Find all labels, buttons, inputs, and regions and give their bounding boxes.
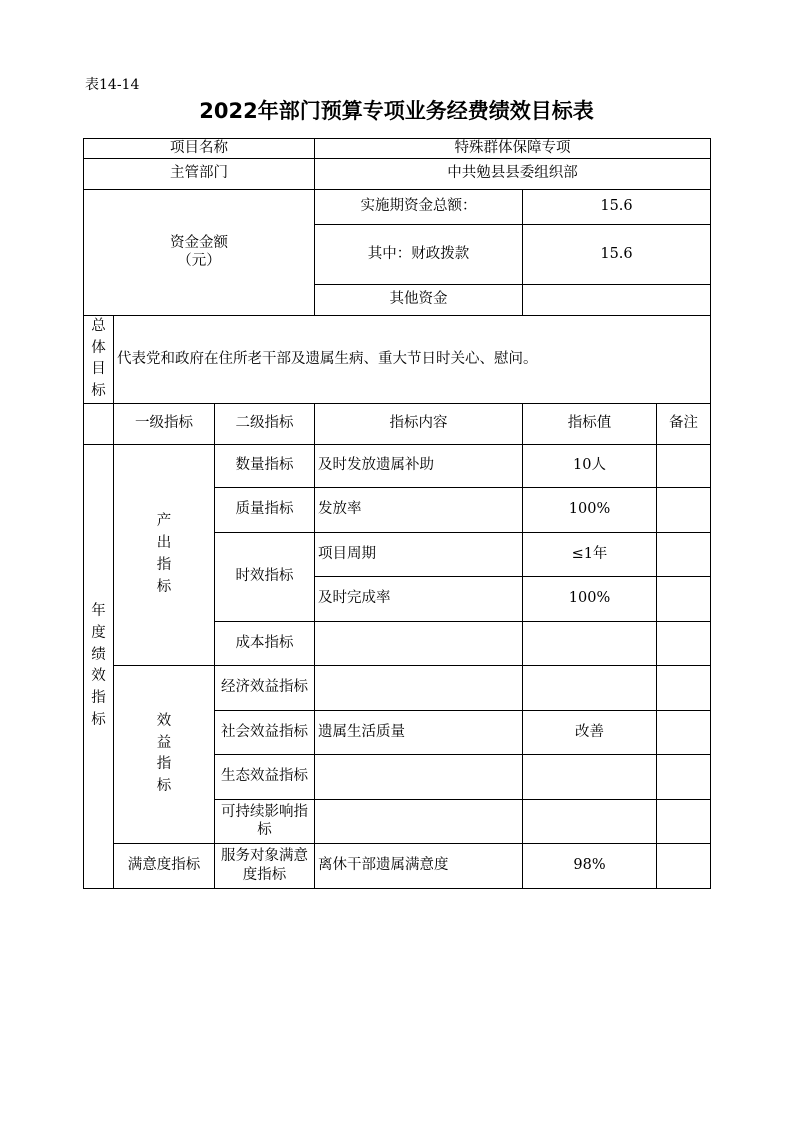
col-level2: 二级指标 [215,403,315,444]
performance-table [83,138,711,889]
table-row-value [523,754,657,799]
department-value: 中共勉县县委组织部 [315,158,711,189]
table-row-level2: 质量指标 [215,487,315,532]
table-row-note [657,621,711,665]
table-row-content: 项目周期 [315,532,523,576]
blank-header-cell [84,403,114,444]
goal-text: 代表党和政府在住所老干部及遗属生病、重大节日时关心、慰问。 [114,315,711,403]
table-row-content: 离休干部遗属满意度 [315,843,523,888]
table-row-level2: 生态效益指标 [215,754,315,799]
table-row-note [657,532,711,576]
project-name-label: 项目名称 [84,139,315,159]
table-number: 表14-14 [85,77,140,93]
col-note: 备注 [657,403,711,444]
funds-label-cell [84,189,315,315]
col-level1: 一级指标 [114,403,215,444]
benefit-indicator-label: 效 益 指 标 [114,665,215,843]
table-row-level2: 服务对象满意度指标 [215,843,315,888]
table-row-note [657,799,711,843]
fiscal-value: 15.6 [523,224,711,284]
table-row-content: 发放率 [315,487,523,532]
funds-unit: （元） [177,253,221,270]
table-row-note [657,754,711,799]
table-row-value: 改善 [523,710,657,754]
table-row-value [523,665,657,710]
page-title: 2022年部门预算专项业务经费绩效目标表 [199,99,594,123]
department-label: 主管部门 [84,158,315,189]
table-row-level2: 社会效益指标 [215,710,315,754]
project-name-value: 特殊群体保障专项 [315,139,711,159]
table-row-value: 98% [523,843,657,888]
total-funds-value: 15.6 [523,189,711,224]
total-funds-label: 实施期资金总额： [315,189,523,224]
table-row-note [657,843,711,888]
annual-indicator-label: 年 度 绩 效 指 标 [84,444,114,888]
table-row-content [315,799,523,843]
table-row-level2: 时效指标 [215,532,315,621]
table-row-level2: 经济效益指标 [215,665,315,710]
fiscal-label: 其中：财政拨款 [315,224,523,284]
table-row-content: 遗属生活质量 [315,710,523,754]
satisfaction-indicator-label: 满意度指标 [114,843,215,888]
table-row-level2: 可持续影响指标 [215,799,315,843]
other-funds-value [523,284,711,315]
table-row-value: 100% [523,576,657,621]
table-row-content: 及时发放遗属补助 [315,444,523,487]
table-row-value: 100% [523,487,657,532]
table-row-value: 10人 [523,444,657,487]
col-content: 指标内容 [315,403,523,444]
table-row-content [315,621,523,665]
table-row-level2: 数量指标 [215,444,315,487]
table-row-level2: 成本指标 [215,621,315,665]
table-row-content [315,754,523,799]
table-row-note [657,576,711,621]
other-funds-label: 其他资金 [315,284,523,315]
table-row-value [523,799,657,843]
table-row-content [315,665,523,710]
table-row-note [657,710,711,754]
col-value: 指标值 [523,403,657,444]
goal-label: 总 体 目 标 [84,315,114,403]
funds-label: 资金金额 [170,234,228,251]
table-row-note [657,665,711,710]
table-row-note [657,444,711,487]
table-row-value: ≤1年 [523,532,657,576]
table-row-value [523,621,657,665]
output-indicator-label: 产 出 指 标 [114,444,215,665]
table-row-note [657,487,711,532]
table-row-content: 及时完成率 [315,576,523,621]
